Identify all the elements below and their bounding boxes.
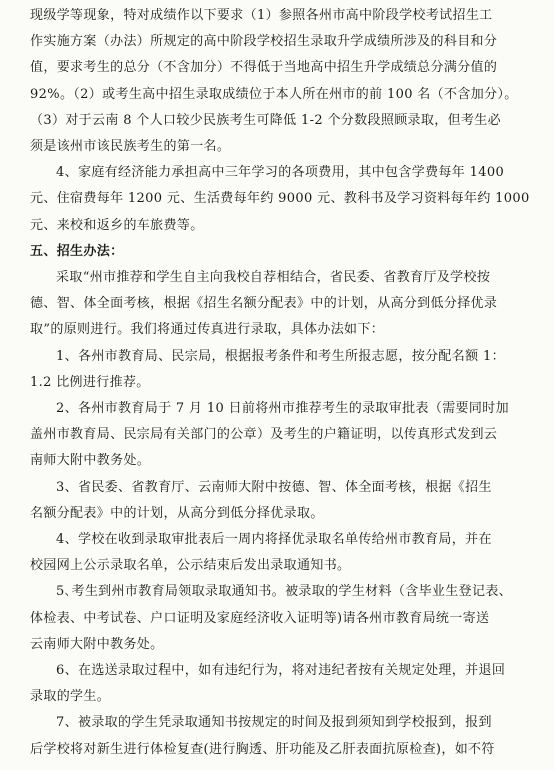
text-line: 3、省民委、省教育厅、云南师大附中按德、智、体全面考核，根据《招生 — [56, 479, 492, 495]
text-line: 盖州市教育局、民宗局有关部门的公章）及考生的户籍证明，以传真形式发到云 — [30, 427, 498, 443]
text-line: 元、来校和返乡的车旅费等。 — [30, 217, 204, 233]
text-line: 校园网上公示录取名单，公示结束后发出录取通知书。 — [30, 558, 351, 574]
text-line: 5､考生到州市教育局领取录取通知书。被录取的学生材料（含毕业生登记表、 — [56, 584, 513, 600]
text-line: 云南师大附中教务处。 — [30, 636, 164, 652]
text-line: 作实施方案（办法）所规定的高中阶段学校招生录取升学成绩所涉及的科目和分 — [30, 34, 498, 50]
text-line: 后学校将对新生进行体检复查(进行胸透、肝功能及乙肝表面抗原检查)，如不符 — [30, 741, 495, 757]
text-line: （3）对于云南 8 个人口较少民族考生可降低 1-2 个分数段照顾录取，但考生必 — [30, 112, 502, 128]
text-line: 1、各州市教育局、民宗局，根据报考条件和考生所报志愿，按分配名额 1： — [56, 348, 505, 364]
text-line: 92%。（2）或考生高中招生录取成绩位于本人所在州市的前 100 名（不含加分）。 — [30, 86, 518, 102]
text-line: 4、学校在收到录取审批表后一周内将择优录取名单传给州市教育局，并在 — [56, 532, 492, 548]
text-line: 4、家庭有经济能力承担高中三年学习的各项费用，其中包含学费每年 1400 — [56, 165, 505, 181]
text-line: 德、智、体全面考核，根据《招生名额分配表》中的计划，从高分到低分择优录 — [30, 296, 498, 312]
text-line: 名额分配表》中的计划，从高分到低分择优录取。 — [30, 505, 324, 521]
text-line: 元、住宿费每年 1200 元、生活费每年约 9000 元、教科书及学习资料每年约 1000 — [30, 191, 530, 207]
text-line: 2、各州市教育局于 7 月 10 日前将州市推荐考生的录取审批表（需要同时加 — [56, 401, 509, 417]
text-line: 7、被录取的学生凭录取通知书按规定的时间及报到须知到学校报到，报到 — [56, 715, 492, 731]
text-line: 录取的学生。 — [30, 689, 111, 705]
text-line: 采取“州市推荐和学生自主向我校自荐相结合，省民委、省教育厅及学校按 — [56, 270, 491, 286]
text-line: 值，要求考生的总分（不含加分）不得低于当地高中招生升学成绩总分满分值的 — [30, 60, 498, 76]
section-heading: 五、招生办法： — [30, 243, 124, 259]
text-line: 体检表、中考试卷、户口证明及家庭经济收入证明等)请各州市教育局统一寄送 — [30, 610, 490, 626]
text-line: 南师大附中教务处。 — [30, 453, 151, 469]
text-line: 现级学等现象，特对成绩作以下要求（1）参照各州市高中阶段学校考试招生工 — [30, 8, 493, 23]
text-line: 须是该州市该民族考生的第一名。 — [30, 139, 231, 155]
text-line: 取”的原则进行。我们将通过传真进行录取，具体办法如下： — [30, 322, 385, 338]
text-line: 1.2 比例进行推荐。 — [30, 374, 150, 390]
text-line: 6、在选送录取过程中，如有违纪行为，将对违纪者按有关规定处理，并退回 — [56, 663, 506, 679]
